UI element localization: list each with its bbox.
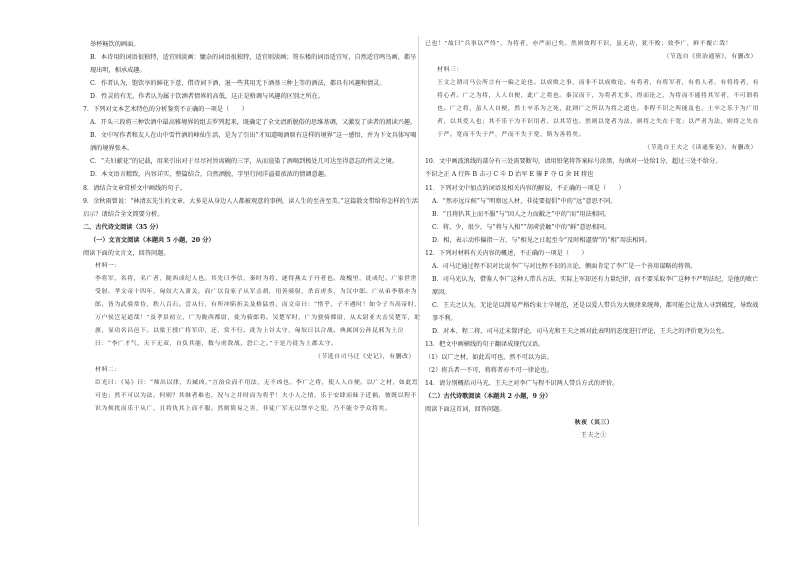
left-paragraph: （节选自司马迁《史记》，有删改） <box>314 354 415 361</box>
right-paragraph: 材料三： <box>437 67 463 74</box>
right-paragraph: （节选自《资治通鉴》，有删改） <box>663 54 757 61</box>
left-paragraph: B．文中写作者和友人在山中雪竹酒的峰仙生活，是为了引出“才知道喝酒原有这样的境界”这一感悟，并为下文具体写喝酒的境界张本。 <box>90 132 417 153</box>
left-paragraph: 材料二： <box>95 367 121 374</box>
right-paragraph: 13．把文中画横线的句子翻译成现代汉语。 <box>425 341 545 349</box>
right-paragraph: B．司马光认为，借鉴人李广这种人带兵方法，实际上军却还有力量纪律，而不要采取李广这种不严明法纪，是他的败亡原因。 <box>432 275 759 296</box>
left-paragraph: 8．请结合文章赏析文中画线的句子。 <box>83 184 186 192</box>
left-paragraph: A．开头三段将三种饮酒中最高雅境界的组去罗列起来，既确定了全文清新脱俗的思维基调，又激发了读者的阅读兴趣。 <box>90 119 417 127</box>
left-paragraph: 举杯畅饮的画面。 <box>90 41 140 48</box>
right-paragraph: 不识之正 A 行阵 B 击刁 C 斗 D 治军 E 簿 F 夺 G 舍 H 将也 <box>425 171 594 179</box>
left-paragraph: D．本文语言精致，内容详实，整篇结合，自然洒脱，字里行间洋溢着浓浓的情调意趣。 <box>90 171 331 179</box>
right-paragraph: （节选自王夫之《读通鉴论》，有删改） <box>644 145 757 152</box>
left-paragraph: 臣光曰：《易》曰：“师出以律，否臧凶。”言治众而不用法，无不凶也。李广之将，使人人自便。以广之材，如此焉可也；然不可以为法。何则？其继者难也，况与之并时而为将乎！夫小人之情，乐于安肆而昧于近祸，彼既以程不识为烦扰而乐于从广，且将仇其上而不服。然则简易之害，非徒广军无以禁卒之犯，乃不能令乎众将矣。 <box>95 380 419 413</box>
right-paragraph: 已也！”故曰“兵事以严终”，为将者，亦严而已矣。然则效程不识，虽无功，犹不败；效李广，鲜不覆亡哉！ <box>425 41 732 47</box>
right-paragraph: 秋夜（其三） <box>574 419 614 427</box>
left-paragraph: D．性灵的有无，作者认为属于饮酒者情界的高低，这正是格调与风趣的区别之所在。 <box>90 93 324 101</box>
right-paragraph: A．司马迁通过程不识对比说李广与对比程不识的言论，侧面肯定了李广是一个善用谋略的将领。 <box>432 262 697 270</box>
right-column <box>425 38 763 442</box>
left-paragraph: 材料一： <box>95 262 121 269</box>
left-paragraph: （一）文言文阅读（本题共 5 小题，20 分） <box>90 236 215 244</box>
right-paragraph: 12．下列对材料有关内容的概述，不正确的一项是（ ） <box>425 249 588 257</box>
right-paragraph: 王文之谓司马公所言有一偏之论也。以成败之事，而非不以成败论。有将者，有将军者，有将人者，有将将者，有将心者。广之为将，人人自便，此广之将也。秦汉而下，为将者尤多，得而论之，为将而不能将其军者，不可谓将也。广之将，虽人人自便，然士卒乐为之死，此则广之所以为将之道也。非程不识之所能及也。士卒之乐于为广用者，以其爱人也；其不乐于为不识用者，以其苛也。然则以宽者为法，则将之失在于宽；以严者为法，则将之失在于严。宽而不失于严，严而不失于宽，斯为善将矣。 <box>437 80 760 139</box>
left-paragraph: B．本诗用的词语很独特，适宜则淡画：慵杂的词语很独特，适宜则淡画；笏东楼的词语适宜写，自然适宜鸣鸟画，都呈现出明，相承成趣。 <box>90 54 417 75</box>
right-paragraph: （2）将兵者一不可，将将者亦不可一律论也。 <box>425 367 553 375</box>
right-paragraph: 王夫之① <box>580 432 608 440</box>
left-paragraph: C．作者认为，饱饮享的鲜花下意，借诗词下酒，退一些其用无下酒基三种上等的酒法，都具有风趣和情灵。 <box>90 80 386 88</box>
left-column <box>83 38 421 416</box>
right-paragraph: （1）以广之材，如此焉可也，然不可以为法。 <box>425 354 553 362</box>
right-paragraph: 11．下列对文中加点的词语及相关内容的解说，不正确的一项是（ ） <box>425 184 625 192</box>
left-paragraph: 9．余秋雨曾说：“林清玄先生的文章，大多是从身边人人都被观意的事例，读人生的至善至美。”这篇散文带给你怎样的生活启示？请结合全文简要分析。 <box>83 197 419 218</box>
column-divider <box>418 36 419 526</box>
left-paragraph: 李将军，名将，名广者，陇西成纪人也。其先曰李信，秦时为将，逐得燕太子丹者也。故槐里，徙成纪。广家世世受射。孝文帝十四年，匈奴大入萧关，而广以良家子从军击胡，用善骑射，杀首虏多，为汉中郎。广从弟李蔡亦为郎，皆为武骑常侍，秩八百石。尝从行，有所冲陷折关及格猛兽，而文帝曰：“惜乎，子不遇时！如令子当高帝时，万户侯岂足道哉！”及孝景初立，广为陇西都尉，徙为骑郎将。吴楚军时，广为骁骑都尉，从太尉亚夫击吴楚军，取旗，显功名昌邑下。以梁王授广将军印，还，赏不行。徙为上谷太守，匈奴日以合战。典属国公孙昆邪为上泣曰：“李广才气，天下无双，自负其能，数与虏敌战，恐亡之。”于是乃徙为上郡太守。 <box>95 275 421 348</box>
left-paragraph: C．“夫妇献花”的记载，用来引出对于尽尽衬旨席碗的三字，从而渲染了酒喝到极处几可达至得意忘的性灵之境。 <box>90 158 399 166</box>
right-paragraph: 阅读下面这首词，回答问题。 <box>425 406 506 414</box>
right-paragraph: 14．请分别概括司马光、王夫之对李广与程不识两人带兵方式的评价。 <box>425 380 619 388</box>
right-paragraph: 10．文中画波浪线的部分有三处需要断句，请用铅笔将答案标号涂黑，每填对一处给1分，超过三处不给分。 <box>425 158 722 166</box>
right-paragraph: （二）古代诗歌阅读（本题共 2 小题，9 分） <box>425 393 552 401</box>
right-paragraph: D．对本、程二将，司马迁未置评论，司马光和王夫之则对此表明的态度进行评论，王夫之的评价更为公允。 <box>432 328 728 336</box>
left-paragraph: 二、古代诗文阅读（35 分） <box>83 223 162 231</box>
right-paragraph: B．“且将扒其上而不服”与“因人之力而敝之”中的“而”用法相同。 <box>432 210 611 218</box>
right-paragraph: D．相，表示动作偏指一方，与“相见之日起至今”及时相逼情”的“相”用法相同。 <box>432 236 651 244</box>
left-paragraph: 7．下列对文本艺术特色的分析鉴赏不正确的一项是（ ） <box>83 106 248 114</box>
right-paragraph: C．王夫之认为，无论是以简易严格约束士卒规范，还是以爱人带兵为大规律来统帅，都可能会让敌人寻到破绽，导致战事不利。 <box>432 301 759 322</box>
right-paragraph: A．“然亦远斥候”与“明察远人材，非徒要提倡”中的“远”意思不同。 <box>432 197 617 205</box>
left-paragraph: 阅读下面的文言文，回答问题。 <box>83 249 170 257</box>
right-paragraph: C．将，少，很少，与“将与入相”“胡虏尝触”中的“鲜”意思相同。 <box>432 223 611 231</box>
